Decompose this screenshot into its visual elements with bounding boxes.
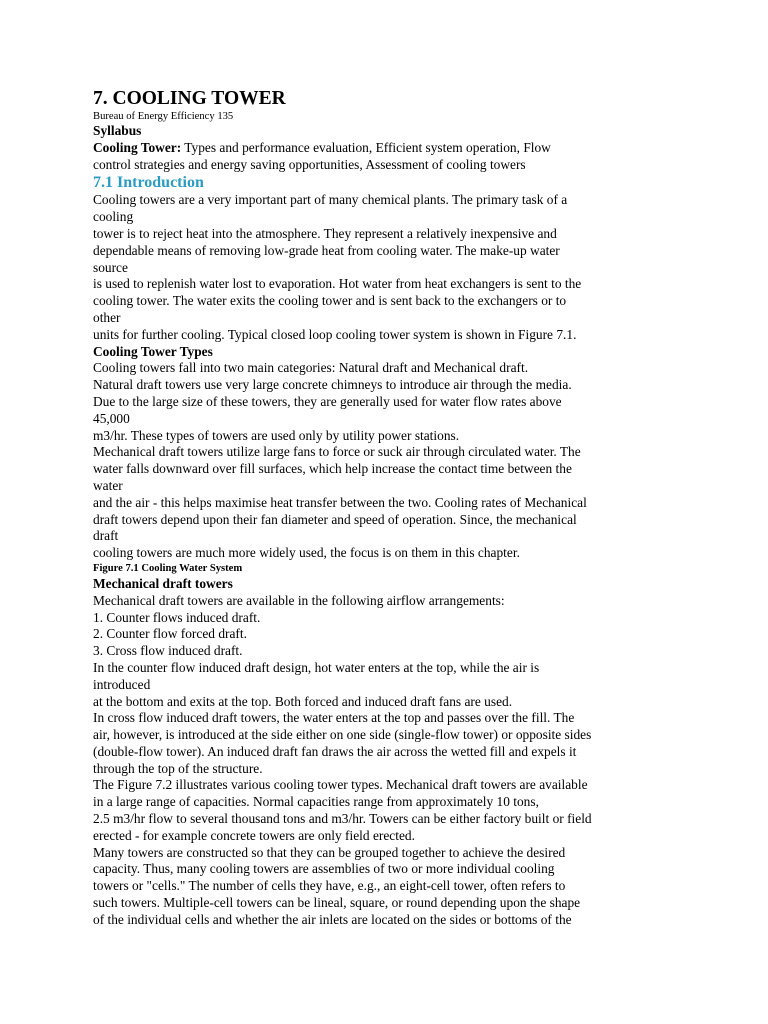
types-line: water falls downward over fill surfaces, which help increase the contact time between the	[93, 461, 572, 477]
syllabus-label: Syllabus	[93, 123, 142, 138]
mechanical-line: air, however, is introduced at the side either on one side (single-flow tower) or opposite sides	[93, 727, 592, 743]
intro-line: tower is to reject heat into the atmosphere. They represent a relatively inexpensive and	[93, 225, 557, 241]
intro-line: cooling tower. The water exits the cooling tower and is sent back to the exchangers or to	[93, 293, 567, 309]
mechanical-line: In cross flow induced draft towers, the water enters at the top and passes over the fill. The	[93, 710, 575, 726]
types-line: Natural draft towers use very large concrete chimneys to introduce air through the media.	[93, 377, 572, 393]
mechanical-paragraph	[93, 593, 683, 929]
mechanical-line: 2.5 m3/hr flow to several thousand tons and m3/hr. Towers can be either factory built or field	[93, 811, 592, 827]
section-heading-cooling-tower-types: Cooling Tower Types	[93, 343, 213, 359]
types-line: draft	[93, 528, 119, 544]
intro-paragraph	[93, 192, 683, 343]
mechanical-line: 2. Counter flow forced draft.	[93, 626, 247, 642]
mechanical-line: 3. Cross flow induced draft.	[93, 643, 243, 659]
intro-line: Cooling towers are a very important part of many chemical plants. The primary task of a	[93, 192, 568, 208]
types-line: m3/hr. These types of towers are used only by utility power stations.	[93, 427, 460, 443]
document-page	[93, 88, 683, 929]
types-line: Due to the large size of these towers, they are generally used for water flow rates above	[93, 393, 562, 409]
mechanical-line: The Figure 7.2 illustrates various cooling tower types. Mechanical draft towers are available	[93, 777, 588, 793]
types-paragraph	[93, 360, 683, 562]
section-heading-introduction: 7.1 Introduction	[93, 174, 204, 192]
section-heading-mechanical-draft-towers: Mechanical draft towers	[93, 575, 233, 591]
intro-line: units for further cooling. Typical closed loop cooling tower system is shown in Figure 7.1.	[93, 326, 577, 342]
intro-line: is used to replenish water lost to evaporation. Hot water from heat exchangers is sent to the	[93, 276, 582, 292]
syllabus-term: Cooling Tower:	[93, 139, 182, 155]
syllabus-line-2: control strategies and energy saving opportunities, Assessment of cooling towers	[93, 156, 526, 172]
mechanical-line: 1. Counter flows induced draft.	[93, 609, 261, 625]
types-line: and the air - this helps maximise heat transfer between the two. Cooling rates of Mechanical	[93, 494, 587, 510]
mechanical-line: Many towers are constructed so that they can be grouped together to achieve the desired	[93, 844, 566, 860]
bureau-line: Bureau of Energy Efficiency 135	[93, 111, 234, 122]
mechanical-line: introduced	[93, 676, 151, 692]
intro-line: other	[93, 309, 121, 325]
chapter-title: 7. COOLING TOWER	[93, 88, 286, 109]
types-line: draft towers depend upon their fan diameter and speed of operation. Since, the mechanical	[93, 511, 577, 527]
mechanical-line: erected - for example concrete towers are only field erected.	[93, 827, 415, 843]
figure-caption: Figure 7.1 Cooling Water System	[93, 562, 243, 574]
mechanical-line: In the counter flow induced draft design, hot water enters at the top, while the air is	[93, 659, 540, 675]
intro-line: source	[93, 259, 128, 275]
mechanical-line: through the top of the structure.	[93, 760, 263, 776]
mechanical-line: such towers. Multiple-cell towers can be lineal, square, or round depending upon the shape	[93, 895, 581, 911]
mechanical-line: at the bottom and exits at the top. Both forced and induced draft fans are used.	[93, 693, 513, 709]
mechanical-line: (double-flow tower). An induced draft fan draws the air across the wetted fill and expels it	[93, 743, 577, 759]
types-line: water	[93, 477, 123, 493]
types-line: cooling towers are much more widely used, the focus is on them in this chapter.	[93, 545, 520, 561]
syllabus-line-1-text: Types and performance evaluation, Efficient system operation, Flow	[181, 139, 551, 155]
types-line: Mechanical draft towers utilize large fans to force or suck air through circulated water. The	[93, 444, 581, 460]
mechanical-line: Mechanical draft towers are available in the following airflow arrangements:	[93, 592, 505, 608]
intro-line: cooling	[93, 209, 134, 225]
types-line: Cooling towers fall into two main categories: Natural draft and Mechanical draft.	[93, 360, 529, 376]
mechanical-line: of the individual cells and whether the air inlets are located on the sides or bottoms of the	[93, 911, 572, 927]
syllabus-line-1	[93, 140, 683, 157]
mechanical-line: capacity. Thus, many cooling towers are assemblies of two or more individual cooling	[93, 861, 555, 877]
mechanical-line: in a large range of capacities. Normal capacities range from approximately 10 tons,	[93, 794, 539, 810]
mechanical-line: towers or "cells." The number of cells they have, e.g., an eight-cell tower, often refers to	[93, 878, 566, 894]
types-line: 45,000	[93, 410, 130, 426]
intro-line: dependable means of removing low-grade heat from cooling water. The make-up water	[93, 242, 560, 258]
